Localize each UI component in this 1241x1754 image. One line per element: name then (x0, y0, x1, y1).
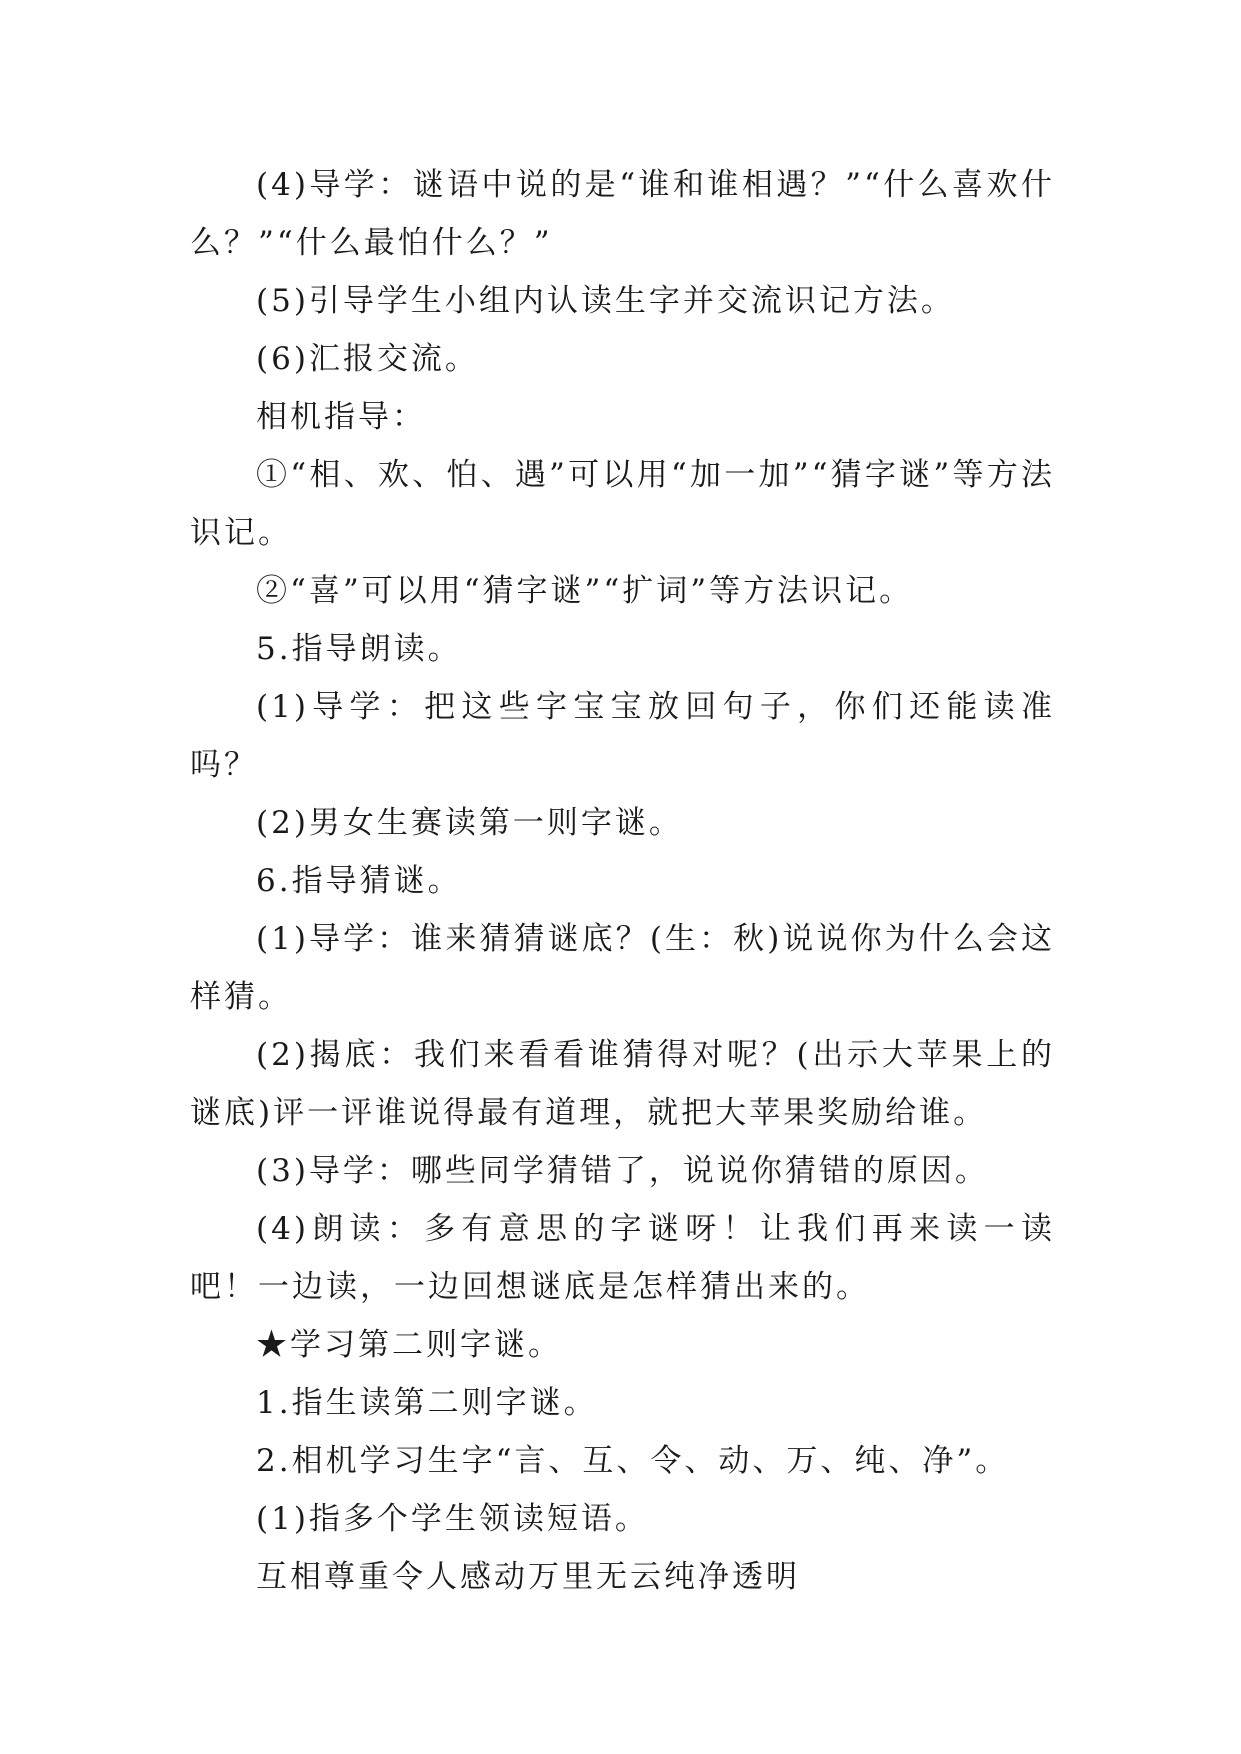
paragraph-step-5-2: (2)男女生赛读第一则字谜。 (256, 805, 683, 841)
paragraph-guidance-2: ②“喜”可以用“猜字谜”“扩词”等方法识记。 (256, 573, 914, 609)
paragraph-step-5-1: (1)导学：把这些字宝宝放回句子，你们还能读准吗？ (190, 689, 1055, 783)
paragraph-step-6-1: (1)导学：谁来猜猜谜底？(生：秋)说说你为什么会这样猜。 (190, 921, 1055, 1015)
document-body (190, 156, 1055, 1606)
paragraph-phrases: 互相尊重令人感动万里无云纯净透明 (256, 1559, 800, 1595)
paragraph-second-riddle-2: 2.相机学习生字“言、互、令、动、万、纯、净”。 (256, 1443, 1010, 1479)
paragraph-step-6-2: (2)揭底：我们来看看谁猜得对呢？(出示大苹果上的谜底)评一评谁说得最有道理，就把大苹果奖励给谁。 (190, 1037, 1055, 1131)
paragraph-guide-4: (4)导学：谜语中说的是“谁和谁相遇？”“什么喜欢什么？”“什么最怕什么？” (190, 167, 1055, 261)
paragraph-guidance-heading: 相机指导： (256, 399, 426, 435)
paragraph-step-6-4: (4)朗读：多有意思的字谜呀！让我们再来读一读吧！一边读，一边回想谜底是怎样猜出来的。 (190, 1211, 1055, 1305)
paragraph-second-riddle-1: 1.指生读第二则字谜。 (256, 1385, 598, 1421)
paragraph-step-6: 6.指导猜谜。 (256, 863, 462, 899)
paragraph-section-second-riddle: ★学习第二则字谜。 (256, 1327, 562, 1363)
paragraph-second-riddle-2-1: (1)指多个学生领读短语。 (256, 1501, 649, 1537)
paragraph-guide-6: (6)汇报交流。 (256, 341, 479, 377)
paragraph-guidance-1: ①“相、欢、怕、遇”可以用“加一加”“猜字谜”等方法识记。 (190, 457, 1055, 551)
paragraph-step-6-3: (3)导学：哪些同学猜错了，说说你猜错的原因。 (256, 1153, 989, 1189)
paragraph-step-5: 5.指导朗读。 (256, 631, 462, 667)
paragraph-guide-5: (5)引导学生小组内认读生字并交流识记方法。 (256, 283, 955, 319)
